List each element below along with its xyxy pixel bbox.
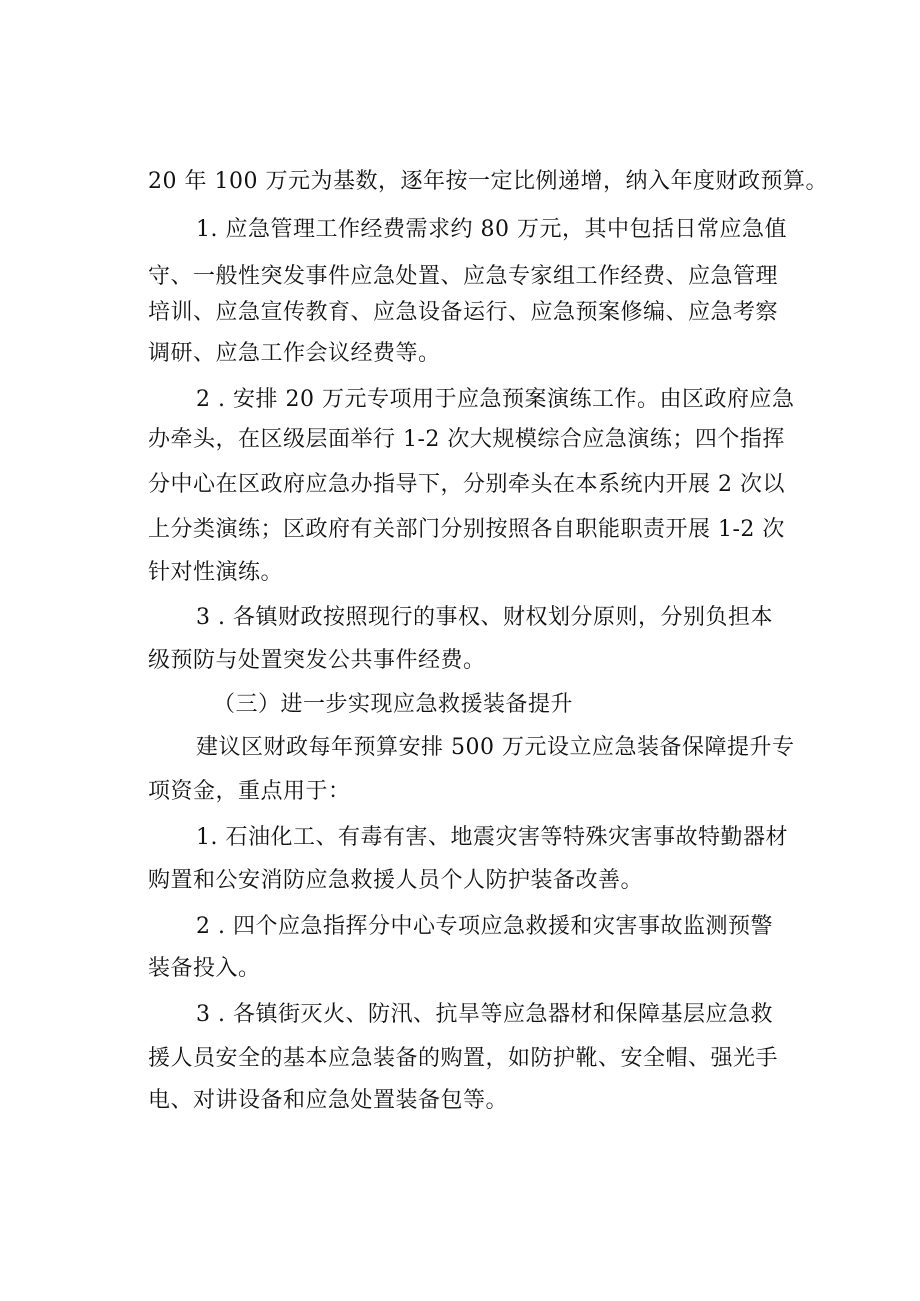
paragraph-line: 电、对讲设备和应急处置装备包等。 bbox=[148, 1088, 509, 1113]
paragraph-line: 20 年 100 万元为基数，逐年按一定比例递增，纳入年度财政预算。 bbox=[148, 169, 828, 194]
paragraph-line: 购置和公安消防应急救援人员个人防护装备改善。 bbox=[148, 868, 644, 893]
paragraph-line: 培训、应急宣传教育、应急设备运行、应急预案修编、应急考察 bbox=[148, 300, 779, 325]
paragraph-line: 级预防与处置突发公共事件经费。 bbox=[148, 648, 486, 673]
paragraph-line: 援人员安全的基本应急装备的购置，如防护靴、安全帽、强光手 bbox=[148, 1046, 779, 1071]
paragraph-line: 分中心在区政府应急办指导下，分别牵头在本系统内开展 2 次以 bbox=[148, 472, 785, 497]
paragraph-line: 调研、应急工作会议经费等。 bbox=[148, 341, 441, 366]
paragraph-line: 3 . 各镇财政按照现行的事权、财权划分原则，分别负担本 bbox=[196, 605, 773, 630]
paragraph-line: 守、一般性突发事件应急处置、应急专家组工作经费、应急管理 bbox=[148, 264, 779, 289]
paragraph-line: 1. 应急管理工作经费需求约 80 万元，其中包括日常应急值 bbox=[196, 217, 787, 242]
paragraph-line: 1. 石油化工、有毒有害、地震灾害等特殊灾害事故特勤器材 bbox=[196, 825, 788, 850]
section-heading: （三）进一步实现应急救援装备提升 bbox=[213, 692, 574, 717]
paragraph-line: 建议区财政每年预算安排 500 万元设立应急装备保障提升专 bbox=[196, 735, 795, 760]
paragraph-line: 上分类演练；区政府有关部门分别按照各自职能职责开展 1-2 次 bbox=[148, 517, 785, 542]
paragraph-line: 办牵头，在区级层面举行 1-2 次大规模综合应急演练；四个指挥 bbox=[148, 427, 785, 452]
paragraph-line: 针对性演练。 bbox=[148, 560, 284, 585]
paragraph-line: 项资金，重点用于： bbox=[148, 779, 351, 804]
paragraph-line: 3 . 各镇街灭火、防汛、抗旱等应急器材和保障基层应急救 bbox=[196, 1002, 773, 1027]
paragraph-line: 2 . 安排 20 万元专项用于应急预案演练工作。由区政府应急 bbox=[196, 387, 795, 412]
paragraph-line: 装备投入。 bbox=[148, 956, 261, 981]
paragraph-line: 2 . 四个应急指挥分中心专项应急救援和灾害事故监测预警 bbox=[196, 914, 773, 939]
